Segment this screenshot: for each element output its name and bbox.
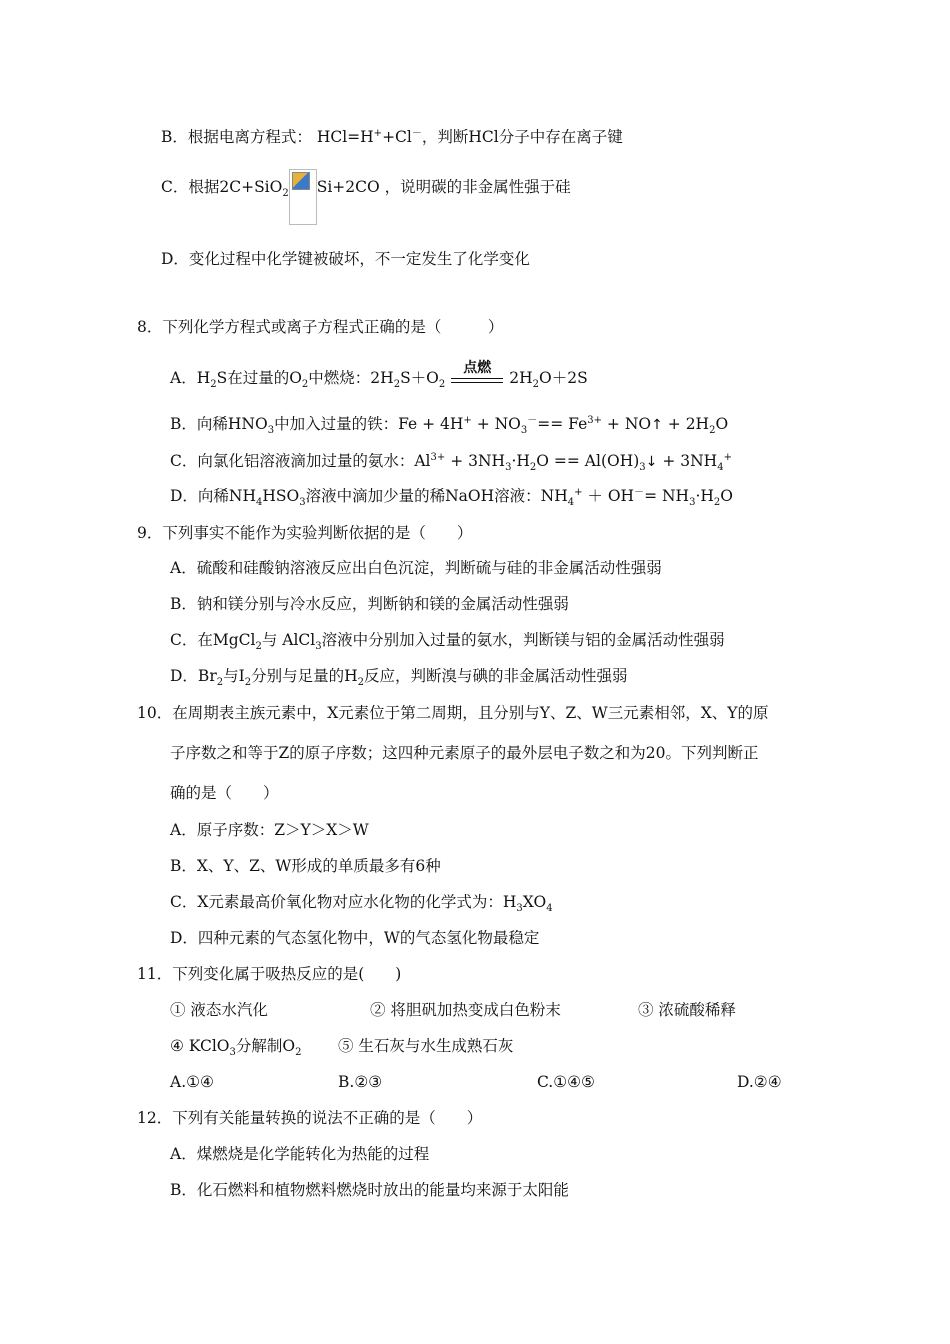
q10-stem-line-1: 10．在周期表主族元素中，X元素位于第二周期，且分别与Y、Z、W三元素相邻，X、Y的原 bbox=[137, 704, 769, 722]
q10-option-c: C．X元素最高价氧化物对应水化物的化学式为：$H_3XO_4$ bbox=[170, 893, 553, 915]
q11-choice-c: C.①④⑤ bbox=[537, 1073, 595, 1091]
q11-item-1: ① 液态水汽化 bbox=[170, 1001, 268, 1019]
q10-stem-line-3: 确的是（ ） bbox=[170, 784, 279, 802]
q7-option-c: C．根据2C+SiO$_2$ Si+2CO ，说明碳的非金属性强于硅 bbox=[161, 177, 571, 225]
q8-option-c: C．向氯化铝溶液滴加过量的氨水：$Al^{3+} + 3NH_3\cdot H_2O$ == $Al(OH)_3↓ + 3NH_4^+$ bbox=[170, 451, 732, 474]
gas-arrow-icon: ↑ bbox=[651, 417, 663, 433]
broken-image-icon bbox=[289, 169, 317, 225]
q8-stem: 8．下列化学方程式或离子方程式正确的是（ ） bbox=[137, 318, 504, 336]
q11-item-5: ⑤ 生石灰与水生成熟石灰 bbox=[338, 1037, 514, 1055]
q7-option-d: D．变化过程中化学键被破坏，不一定发生了化学变化 bbox=[161, 250, 530, 268]
q9-option-c: C．在MgCl$_2$与 AlCl$_3$溶液中分别加入过量的氨水，判断镁与铝的金属活动性强弱 bbox=[170, 631, 725, 653]
q9-option-d: D．$Br_2$与$I_2$分别与足量的$H_2$反应，判断溴与碘的非金属活动性强弱 bbox=[170, 667, 628, 689]
q7-option-b: B．根据电离方程式： HCl=H++Cl－，判断HCl分子中存在离子键 bbox=[161, 127, 623, 146]
q8-option-b: B．向稀$HNO_3$中加入过量的铁：$Fe + 4H^+ + NO_3^-== Fe^{3+}$ + NO↑ + $2H_2O$ bbox=[170, 414, 729, 437]
q11-stem: 11．下列变化属于吸热反应的是( ) bbox=[137, 965, 402, 983]
q10-stem-line-2: 子序数之和等于Z的原子序数；这四种元素原子的最外层电子数之和为20。下列判断正 bbox=[170, 744, 759, 762]
q11-choice-d: D.②④ bbox=[737, 1073, 782, 1091]
q12-option-a: A．煤燃烧是化学能转化为热能的过程 bbox=[170, 1145, 430, 1163]
q9-option-b: B．钠和镁分别与冷水反应，判断钠和镁的金属活动性强弱 bbox=[170, 595, 569, 613]
q10-option-d: D．四种元素的气态氢化物中，W的气态氢化物最稳定 bbox=[170, 929, 540, 947]
q11-choice-a: A.①④ bbox=[170, 1073, 214, 1091]
q11-item-4: ④ KClO$_3$分解制$O_2$ bbox=[170, 1037, 302, 1059]
q8-option-d: D．向稀$NH_4HSO_3$溶液中滴加少量的稀NaOH溶液：$NH_4^+ + OH^-= NH_3\cdot H_2O$ bbox=[170, 486, 733, 509]
q8-option-a: A．$H_2S$在过量的$O_2$中燃烧：$2H_2S+O_2$ 点燃 $2H_2O+2S$ bbox=[170, 360, 588, 391]
q10-option-b: B．X、Y、Z、W形成的单质最多有6种 bbox=[170, 857, 441, 875]
precipitate-arrow-icon: ↓ bbox=[645, 454, 658, 470]
q11-item-3: ③ 浓硫酸稀释 bbox=[638, 1001, 736, 1019]
q9-stem: 9．下列事实不能作为实验判断依据的是（ ） bbox=[137, 524, 473, 542]
q11-choice-b: B.②③ bbox=[338, 1073, 383, 1091]
q10-option-a: A．原子序数：Z＞Y＞X＞W bbox=[170, 821, 369, 839]
q12-option-b: B．化石燃料和植物燃料燃烧时放出的能量均来源于太阳能 bbox=[170, 1181, 569, 1199]
q9-option-a: A．硫酸和硅酸钠溶液反应出白色沉淀，判断硫与硅的非金属活动性强弱 bbox=[170, 559, 662, 577]
reaction-condition: 点燃 bbox=[451, 366, 503, 392]
q11-item-2: ② 将胆矾加热变成白色粉末 bbox=[370, 1001, 561, 1019]
q12-stem: 12．下列有关能量转换的说法不正确的是（ ） bbox=[137, 1109, 483, 1127]
